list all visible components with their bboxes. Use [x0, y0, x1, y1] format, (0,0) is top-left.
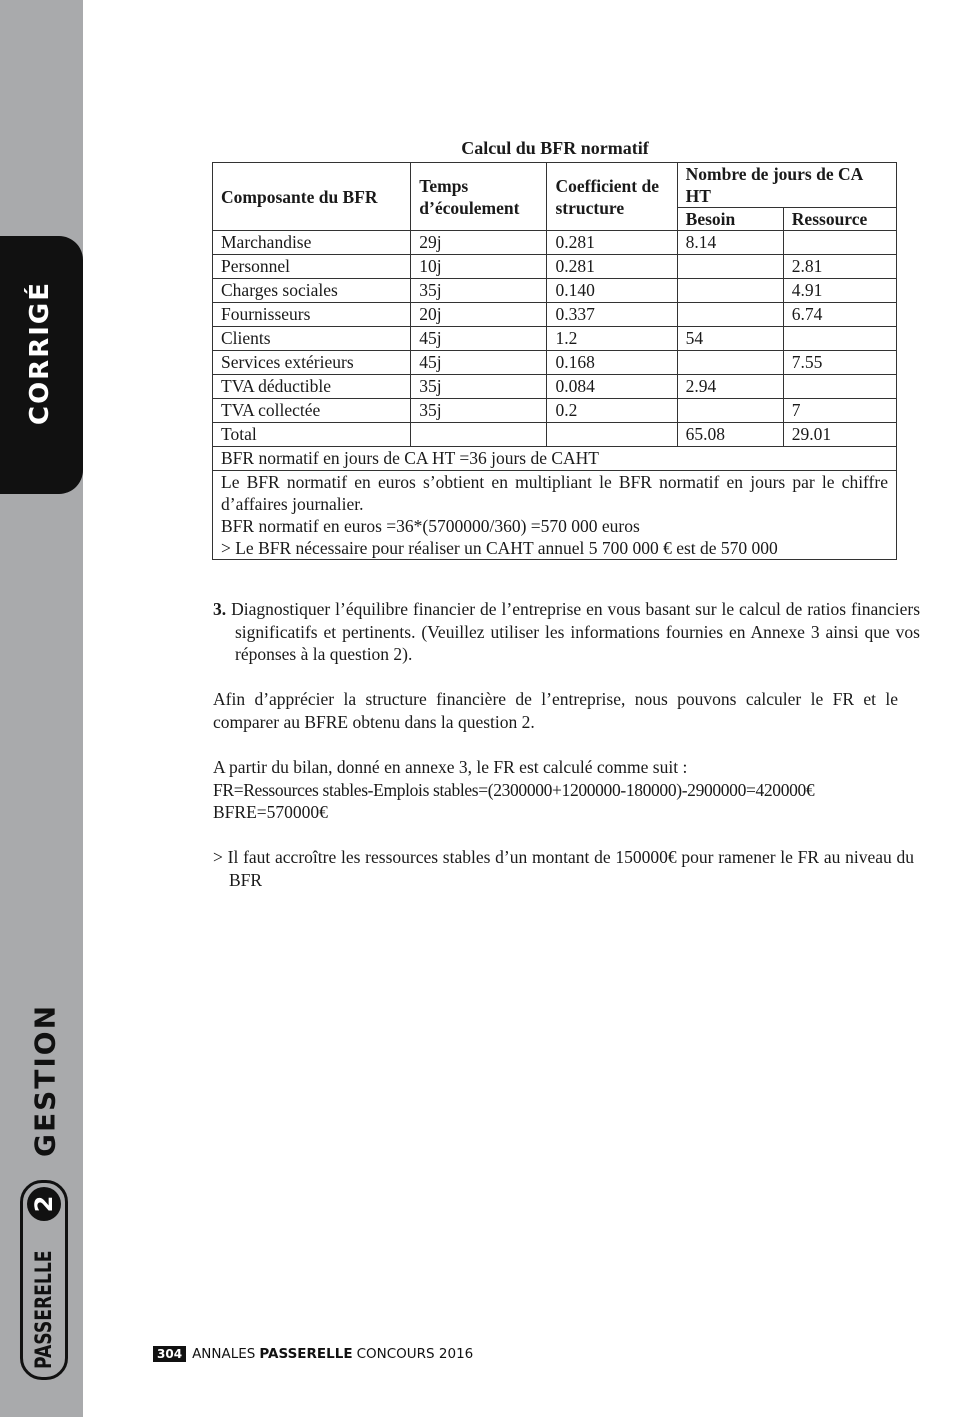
table-title: Calcul du BFR normatif	[461, 138, 649, 158]
bfr-jours-row	[213, 447, 897, 471]
cell-temps: 29j	[411, 231, 547, 255]
table-row	[213, 231, 897, 255]
logo-number: 2	[27, 1187, 61, 1221]
cell-temps: 45j	[411, 351, 547, 375]
cell-besoin: 8.14	[677, 231, 783, 255]
total-temps	[411, 423, 547, 447]
footer-text-before: ANNALES	[192, 1346, 256, 1362]
cell-temps: 35j	[411, 279, 547, 303]
header-coefficient: Coefficient de structure	[547, 163, 677, 231]
header-composante: Composante du BFR	[213, 163, 411, 231]
bfr-jours-text: BFR normatif en jours de CA HT =36 jours de CAHT	[213, 447, 897, 471]
cell-coef: 0.281	[547, 231, 677, 255]
gestion-label: GESTION	[28, 1003, 62, 1158]
cell-ressource: 6.74	[783, 303, 896, 327]
question-3	[213, 598, 920, 666]
footer-brand: PASSERELLE	[259, 1346, 353, 1362]
table-row	[213, 279, 897, 303]
cell-composante: Clients	[213, 327, 411, 351]
table-row	[213, 255, 897, 279]
cell-ressource	[783, 231, 896, 255]
note-line: BFR normatif en euros =36*(5700000/360) =570 000 euros	[221, 516, 640, 536]
table-body	[213, 231, 897, 423]
table-row	[213, 327, 897, 351]
notes-cell	[213, 471, 897, 560]
cell-temps: 10j	[411, 255, 547, 279]
cell-ressource: 7.55	[783, 351, 896, 375]
cell-composante: TVA collectée	[213, 399, 411, 423]
header-besoin: Besoin	[677, 208, 783, 231]
cell-ressource: 4.91	[783, 279, 896, 303]
page-number: 304	[153, 1346, 186, 1362]
header-nombre: Nombre de jours de CA HT	[677, 163, 896, 208]
cell-besoin	[677, 255, 783, 279]
cell-coef: 0.281	[547, 255, 677, 279]
cell-coef: 1.2	[547, 327, 677, 351]
cell-composante: Fournisseurs	[213, 303, 411, 327]
cell-besoin	[677, 399, 783, 423]
cell-temps: 35j	[411, 375, 547, 399]
cell-besoin: 2.94	[677, 375, 783, 399]
table-row	[213, 375, 897, 399]
cell-coef: 0.084	[547, 375, 677, 399]
total-besoin: 65.08	[677, 423, 783, 447]
total-coef	[547, 423, 677, 447]
cell-temps: 35j	[411, 399, 547, 423]
cell-composante: Services extérieurs	[213, 351, 411, 375]
page-footer	[153, 1346, 473, 1362]
header-temps: Temps d’écoulement	[411, 163, 547, 231]
cell-composante: TVA déductible	[213, 375, 411, 399]
table-row	[213, 351, 897, 375]
cell-besoin	[677, 303, 783, 327]
paragraph-2-line: A partir du bilan, donné en annexe 3, le FR est calculé comme suit :	[213, 757, 688, 777]
cell-ressource	[783, 375, 896, 399]
cell-composante: Charges sociales	[213, 279, 411, 303]
bfr-table	[212, 162, 897, 560]
paragraph-2	[213, 756, 898, 824]
cell-ressource	[783, 327, 896, 351]
cell-coef: 0.140	[547, 279, 677, 303]
paragraph-3: > Il faut accroître les ressources stables d’un montant de 150000€ pour ramener le FR au niveau du BFR	[213, 847, 914, 890]
table-row	[213, 303, 897, 327]
cell-coef: 0.337	[547, 303, 677, 327]
cell-coef: 0.168	[547, 351, 677, 375]
table-row	[213, 399, 897, 423]
table-header-row	[213, 163, 897, 208]
header-ressource: Ressource	[783, 208, 896, 231]
total-label: Total	[213, 423, 411, 447]
table-total-row	[213, 423, 897, 447]
total-ressource: 29.01	[783, 423, 896, 447]
cell-composante: Marchandise	[213, 231, 411, 255]
cell-temps: 20j	[411, 303, 547, 327]
corrige-label: CORRIGÉ	[25, 281, 55, 425]
passerelle-logo	[20, 1180, 68, 1380]
note-line: Le BFR normatif en euros s’obtient en multipliant le BFR normatif en jours par le chiffre d’affaires journalier.	[221, 472, 888, 514]
footer-text-after: CONCOURS 2016	[356, 1346, 474, 1362]
fr-formula: FR=Ressources stables-Emplois stables=(2300000+1200000-180000)-2900000=420000€	[213, 779, 815, 800]
notes-row	[213, 471, 897, 560]
cell-composante: Personnel	[213, 255, 411, 279]
logo-word: PASSERELLE	[31, 1250, 57, 1369]
paragraph-1: Afin d’apprécier la structure financière de l’entreprise, nous pouvons calculer le FR et le comparer au BFRE obtenu dans la question 2.	[213, 689, 898, 732]
cell-ressource: 2.81	[783, 255, 896, 279]
note-line: > Le BFR nécessaire pour réaliser un CAHT annuel 5 700 000 € est de 570 000	[221, 538, 778, 558]
bfre-value: BFRE=570000€	[213, 802, 328, 822]
cell-besoin	[677, 279, 783, 303]
cell-temps: 45j	[411, 327, 547, 351]
cell-besoin: 54	[677, 327, 783, 351]
question-number: 3.	[213, 599, 227, 619]
question-text: Diagnostiquer l’équilibre financier de l’entreprise en vous basant sur le calcul de ratios financiers significatifs et pertinents. (Veuillez utiliser les informations fournies en Annexe 3 ainsi que vos réponses à la question 2).	[231, 599, 921, 664]
cell-coef: 0.2	[547, 399, 677, 423]
cell-ressource: 7	[783, 399, 896, 423]
cell-besoin	[677, 351, 783, 375]
